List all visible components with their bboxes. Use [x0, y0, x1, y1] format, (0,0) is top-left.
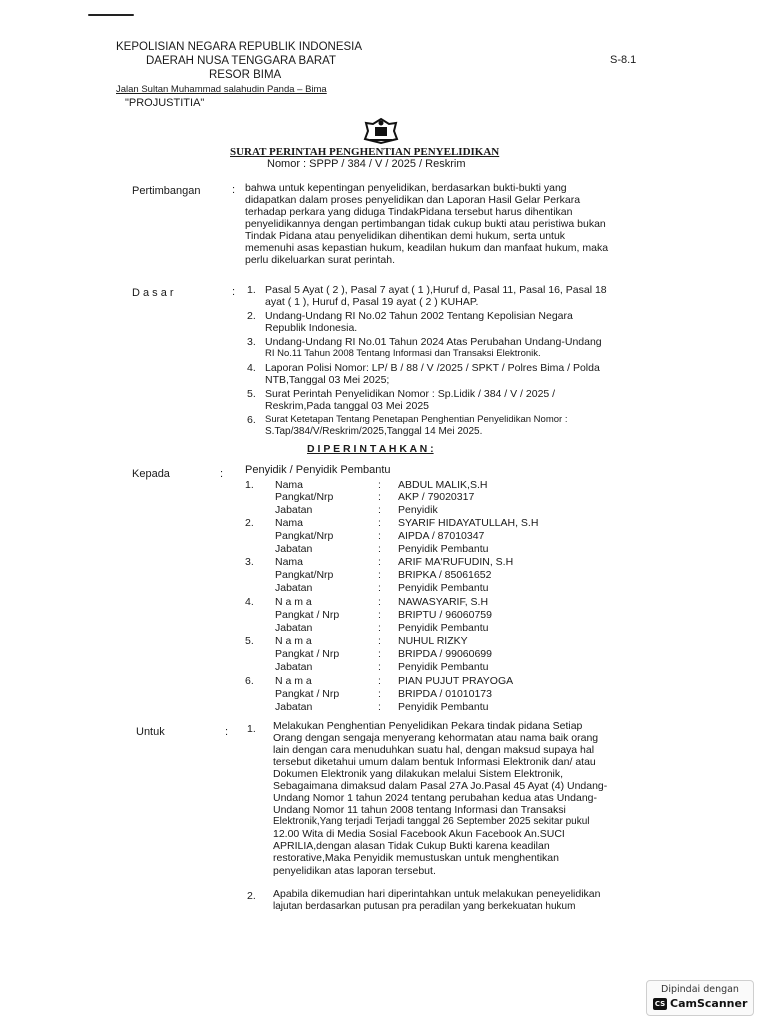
dasar-item-line: Pasal 5 Ayat ( 2 ), Pasal 7 ayat ( 1 ),Huruf d, Pasal 11, Pasal 16, Pasal 18	[265, 284, 607, 296]
untuk-item-number: 2.	[247, 890, 256, 902]
person-number: 3.	[245, 556, 254, 568]
dasar-item-line: ayat ( 1 ), Huruf d, Pasal 19 ayat ( 2 ) KUHAP.	[265, 296, 479, 308]
dasar-item-number: 4.	[247, 362, 256, 374]
untuk-item-line: Undang Nomor 11 tahun 2008 tentang Informasi dan Transaksi	[273, 804, 566, 816]
person-field-colon: :	[378, 517, 381, 529]
untuk-item-line: Undang Nomor 1 tahun 2024 tentang perubahan kedua atas Undang-	[273, 792, 597, 804]
person-field-value: BRIPDA / 99060699	[398, 648, 492, 660]
person-field-value: Penyidik Pembantu	[398, 622, 489, 634]
person-field-value: SYARIF HIDAYATULLAH, S.H	[398, 517, 539, 529]
pertimbangan-line: terhadap perkara yang diduga TindakPidana tersebut harus dihentikan	[245, 206, 573, 218]
person-field-value: ABDUL MALIK,S.H	[398, 479, 488, 491]
person-field-value: Penyidik Pembantu	[398, 661, 489, 673]
untuk-item-line: Sebagaimana dimaksud dalam Pasal 27A Jo.Pasal 45 Ayat (4) Undang-	[273, 780, 608, 792]
untuk-item-line: Orang dengan sengaja menyerang kehormatan atau nama baik orang	[273, 732, 599, 744]
person-number: 1.	[245, 479, 254, 491]
scan-mark	[88, 14, 134, 16]
person-field-value: Penyidik Pembantu	[398, 543, 489, 555]
kepada-colon: :	[220, 468, 224, 480]
person-field-value: BRIPKA / 85061652	[398, 569, 492, 581]
person-number: 6.	[245, 675, 254, 687]
person-field-colon: :	[378, 635, 381, 647]
untuk-item-line: Melakukan Penghentian Penyelidikan Pekara tindak pidana Setiap	[273, 720, 583, 732]
untuk-item-number: 1.	[247, 723, 256, 735]
header-line-1: KEPOLISIAN NEGARA REPUBLIK INDONESIA	[116, 41, 363, 53]
untuk-item-line: Apabila dikemudian hari diperintahkan untuk melakukan peneyelidikan	[273, 888, 601, 900]
pertimbangan-line: perlu dikeluarkan surat perintah.	[245, 254, 396, 266]
person-number: 4.	[245, 596, 254, 608]
dasar-item-line: NTB,Tanggal 03 Mei 2025;	[265, 374, 390, 386]
person-field-colon: :	[378, 479, 381, 491]
person-field-value: BRIPDA / 01010173	[398, 688, 492, 700]
person-field-value: NAWASYARIF, S.H	[398, 596, 489, 608]
person-field-label: Jabatan	[275, 622, 313, 634]
diperintahkan-heading: D I P E R I N T A H K A N :	[307, 443, 434, 455]
dasar-list	[245, 283, 645, 443]
dasar-item-line: S.Tap/384/V/Reskrim/2025,Tanggal 14 Mei 2025.	[265, 426, 483, 437]
person-field-value: ARIF MA'RUFUDIN, S.H	[398, 556, 514, 568]
person-field-value: AIPDA / 87010347	[398, 530, 485, 542]
person-field-colon: :	[378, 556, 381, 568]
kepada-persons	[245, 477, 605, 717]
person-field-colon: :	[378, 569, 381, 581]
form-code: S-8.1	[610, 54, 637, 66]
dasar-label: D a s a r	[132, 287, 174, 299]
dasar-item-line: Undang-Undang RI No.02 Tahun 2002 Tentang Kepolisian Negara	[265, 310, 573, 322]
person-field-colon: :	[378, 701, 381, 713]
person-field-label: Jabatan	[275, 701, 313, 713]
camscanner-logo-icon: CS	[654, 1000, 666, 1008]
pertimbangan-colon: :	[232, 184, 236, 196]
person-field-colon: :	[378, 648, 381, 660]
untuk-item-line: penyelidikan atas laporan tersebut.	[273, 865, 436, 877]
person-field-value: NUHUL RIZKY	[398, 635, 468, 647]
untuk-item-line: APRILIA,dengan alasan Tidak Cukup Bukti karena keadilan	[273, 840, 550, 852]
dasar-item-line: Surat Perintah Penyelidikan Nomor : Sp.Lidik / 384 / V / 2025 /	[265, 388, 556, 400]
pertimbangan-line: bahwa untuk kepentingan penyelidikan, berdasarkan bukti-bukti yang	[245, 182, 567, 194]
camscanner-caption: Dipindai dengan	[661, 984, 739, 995]
camscanner-badge	[646, 980, 754, 1016]
person-field-label: Pangkat/Nrp	[275, 569, 334, 581]
person-field-label: N a m a	[275, 635, 312, 647]
untuk-item-line: Elektronik,Yang terjadi Terjadi tanggal 26 September 2025 sekitar pukul	[273, 816, 590, 827]
person-field-label: Pangkat/Nrp	[275, 491, 334, 503]
dasar-colon: :	[232, 286, 236, 298]
person-field-label: N a m a	[275, 675, 312, 687]
person-field-label: Jabatan	[275, 504, 313, 516]
person-field-colon: :	[378, 504, 381, 516]
person-field-label: Pangkat / Nrp	[275, 648, 340, 660]
person-field-colon: :	[378, 688, 381, 700]
person-field-value: AKP / 79020317	[398, 491, 475, 503]
person-field-colon: :	[378, 609, 381, 621]
person-field-colon: :	[378, 530, 381, 542]
pertimbangan-line: Tindak Pidana atau penyelidikan dihentikan demi hukum, serta untuk	[245, 230, 566, 242]
untuk-item-line: tersebut diketahui umum dalam bentuk Informasi Elektronik dan/ atau	[273, 756, 596, 768]
person-field-label: Jabatan	[275, 661, 313, 673]
untuk-item-line: 12.00 Wita di Media Sosial Facebook Akun Facebook An.SUCI	[273, 828, 565, 840]
pertimbangan-line: didapatkan dalam proses penyelidikan dan Laporan Hasil Gelar Perkara	[245, 194, 581, 206]
untuk-item-line: lain dengan cara menuduhkan suatu hal, dengan maksud supaya hal	[273, 744, 595, 756]
dasar-item-number: 1.	[247, 284, 256, 296]
pertimbangan-label: Pertimbangan	[132, 185, 201, 197]
person-field-value: Penyidik	[398, 504, 438, 516]
dasar-item-line: RI No.11 Tahun 2008 Tentang Informasi dan Transaksi Elektronik.	[265, 348, 541, 359]
person-number: 5.	[245, 635, 254, 647]
dasar-item-number: 6.	[247, 414, 256, 426]
person-field-colon: :	[378, 543, 381, 555]
person-field-label: Pangkat / Nrp	[275, 688, 340, 700]
header-line-2: DAERAH NUSA TENGGARA BARAT	[146, 55, 337, 67]
dasar-item-line: Surat Ketetapan Tentang Penetapan Penghentian Penyelidikan Nomor :	[265, 414, 568, 425]
person-field-colon: :	[378, 491, 381, 503]
person-field-value: Penyidik Pembantu	[398, 701, 489, 713]
dasar-item-line: Undang-Undang RI No.01 Tahun 2024 Atas Perubahan Undang-Undang	[265, 336, 602, 348]
dasar-item-line: Reskrim,Pada tanggal 03 Mei 2025	[265, 400, 430, 412]
pertimbangan-line: penyelidikannya dengan pertimbangan tidak cukup bukti atau peristiwa bukan	[245, 218, 606, 230]
untuk-item-line: Dokumen Elektronik yang dilakukan melalui Sistem Elektronik,	[273, 768, 564, 780]
kepada-label: Kepada	[132, 468, 170, 480]
person-field-label: N a m a	[275, 596, 312, 608]
kepada-intro: Penyidik / Penyidik Pembantu	[245, 464, 391, 476]
person-field-label: Nama	[275, 556, 304, 568]
camscanner-name: CamScanner	[670, 997, 748, 1010]
projustitia-label: "PROJUSTITIA"	[125, 97, 205, 109]
person-field-colon: :	[378, 675, 381, 687]
dasar-item-number: 3.	[247, 336, 256, 348]
untuk-item-line: restorative,Maka Penyidik memustuskan untuk menghentikan	[273, 852, 559, 864]
person-field-label: Pangkat/Nrp	[275, 530, 334, 542]
dasar-item-line: Republik Indonesia.	[265, 322, 358, 334]
header-address: Jalan Sultan Muhammad salahudin Panda – Bima	[116, 84, 327, 95]
person-field-colon: :	[378, 661, 381, 673]
person-field-label: Pangkat / Nrp	[275, 609, 340, 621]
person-field-label: Nama	[275, 517, 304, 529]
person-field-value: BRIPTU / 96060759	[398, 609, 492, 621]
dasar-item-number: 2.	[247, 310, 256, 322]
header-line-3: RESOR BIMA	[209, 69, 282, 81]
person-field-colon: :	[378, 596, 381, 608]
document-number: Nomor : SPPP / 384 / V / 2025 / Reskrim	[267, 158, 466, 170]
untuk-list	[245, 721, 645, 921]
untuk-item-line: lajutan berdasarkan putusan pra peradilan yang berkekuatan hukum	[273, 901, 576, 912]
pertimbangan-line: memenuhi asas kepastian hukum, keadilan hukum dan manfaat hukum, maka	[245, 242, 609, 254]
person-number: 2.	[245, 517, 254, 529]
person-field-label: Nama	[275, 479, 304, 491]
police-emblem-icon	[361, 117, 401, 145]
untuk-label: Untuk	[136, 726, 165, 738]
person-field-colon: :	[378, 582, 381, 594]
document-title: SURAT PERINTAH PENGHENTIAN PENYELIDIKAN	[230, 146, 500, 158]
untuk-colon: :	[225, 726, 229, 738]
person-field-value: PIAN PUJUT PRAYOGA	[398, 675, 514, 687]
dasar-item-line: Laporan Polisi Nomor: LP/ B / 88 / V /2025 / SPKT / Polres Bima / Polda	[265, 362, 600, 374]
dasar-item-number: 5.	[247, 388, 256, 400]
person-field-colon: :	[378, 622, 381, 634]
person-field-label: Jabatan	[275, 543, 313, 555]
person-field-value: Penyidik Pembantu	[398, 582, 489, 594]
person-field-label: Jabatan	[275, 582, 313, 594]
